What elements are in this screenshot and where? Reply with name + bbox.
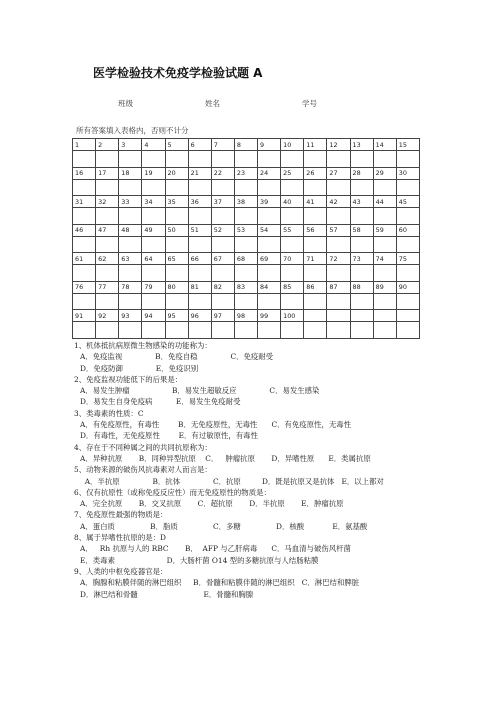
number-cell: 75 [396,253,419,265]
answer-cell[interactable] [258,208,281,225]
number-cell: 35 [165,196,188,208]
answer-cell[interactable] [73,265,96,282]
answer-cell[interactable] [234,151,257,168]
number-cell: 28 [350,167,373,179]
number-cell [327,310,350,322]
answer-cell[interactable] [350,265,373,282]
number-cell: 94 [142,310,165,322]
number-cell: 8 [234,139,257,151]
number-cell: 90 [396,281,419,293]
number-cell: 64 [142,253,165,265]
number-cell: 87 [327,281,350,293]
answer-cell[interactable] [396,179,419,196]
answer-cell[interactable] [188,179,211,196]
answer-cell[interactable] [142,179,165,196]
class-label: 班级 [118,99,133,108]
answer-cell[interactable] [142,236,165,253]
number-cell: 14 [373,139,396,151]
number-cell: 44 [373,196,396,208]
answer-cell[interactable] [96,151,119,168]
answer-cell[interactable] [73,151,96,168]
answer-cell[interactable] [119,322,142,339]
number-cell [373,310,396,322]
answer-cell[interactable] [304,265,327,282]
answer-cell[interactable] [350,293,373,310]
number-cell: 63 [119,253,142,265]
answer-options: A．有免疫原性，有毒性 B．无免疫原性，无毒性 C．有免疫原性，无毒性 [80,420,352,430]
answer-row [73,151,420,168]
number-cell: 77 [96,281,119,293]
number-cell: 88 [350,281,373,293]
answer-cell[interactable] [73,236,96,253]
answer-cell[interactable] [73,208,96,225]
answer-options: A． Rh 抗原与人的 RBC B． AFP 与乙肝病毒 C．马血清与破伤风杆菌 [80,544,351,554]
number-cell: 16 [73,167,96,179]
number-cell: 33 [119,196,142,208]
number-cell: 73 [350,253,373,265]
answer-cell[interactable] [373,208,396,225]
number-cell: 11 [304,139,327,151]
number-cell: 50 [165,224,188,236]
number-cell: 26 [304,167,327,179]
answer-row [73,208,420,225]
number-cell: 34 [142,196,165,208]
question-stem: 5、动物来源的破伤风抗毒素对人而言是： [74,465,212,475]
number-row [73,253,420,265]
question-list [74,340,494,600]
answer-cell[interactable] [258,322,281,339]
answer-options: D．淋巴结和骨髓 E．骨髓和胸腺 [80,589,254,599]
answer-cell[interactable] [234,322,257,339]
number-cell: 45 [396,196,419,208]
answer-cell[interactable] [96,322,119,339]
number-cell: 25 [281,167,304,179]
answer-cell[interactable] [327,265,350,282]
answer-cell[interactable] [327,293,350,310]
number-cell: 65 [165,253,188,265]
answer-cell[interactable] [211,208,234,225]
number-cell: 52 [211,224,234,236]
answer-options: A．胸腺和粘膜伴随的淋巴组织 B．骨髓和粘膜伴随的淋巴组织 C．淋巴结和脾脏 [80,578,360,588]
number-cell: 51 [188,224,211,236]
number-cell: 57 [327,224,350,236]
answer-cell[interactable] [165,293,188,310]
number-cell: 7 [211,139,234,151]
number-cell: 86 [304,281,327,293]
answer-cell[interactable] [373,179,396,196]
number-cell: 23 [234,167,257,179]
number-cell: 37 [211,196,234,208]
number-cell: 9 [258,139,281,151]
answer-cell[interactable] [119,179,142,196]
question-stem: 3、类毒素的性质：C [74,408,144,418]
answer-cell[interactable] [188,265,211,282]
answer-cell[interactable] [327,179,350,196]
number-row [73,224,420,236]
number-cell: 3 [119,139,142,151]
number-cell: 15 [396,139,419,151]
number-cell: 60 [396,224,419,236]
number-cell: 22 [211,167,234,179]
answer-cell[interactable] [73,179,96,196]
number-cell: 91 [73,310,96,322]
number-cell: 41 [304,196,327,208]
answer-cell[interactable] [211,265,234,282]
number-cell: 58 [350,224,373,236]
answer-cell[interactable] [234,265,257,282]
answer-options: D．免疫防御 E．免疫识别 [80,363,199,373]
answer-options: E．类毒素 D．大肠杆菌 O14 型的多糖抗原与人结肠粘膜 [80,555,319,565]
answer-cell[interactable] [396,236,419,253]
number-cell: 71 [304,253,327,265]
question-stem: 9、人类的中枢免疫器官是： [74,566,168,576]
answer-cell[interactable] [258,236,281,253]
answer-cell[interactable] [165,236,188,253]
answer-cell[interactable] [119,208,142,225]
answer-cell[interactable] [211,322,234,339]
number-cell: 29 [373,167,396,179]
number-cell: 30 [396,167,419,179]
question-stem: 7、免疫原性最强的物质是： [74,510,168,520]
number-cell: 100 [281,310,304,322]
answer-cell[interactable] [396,208,419,225]
answer-cell[interactable] [96,179,119,196]
answer-cell[interactable] [281,322,304,339]
answer-cell[interactable] [142,265,165,282]
answer-cell[interactable] [396,151,419,168]
number-cell: 24 [258,167,281,179]
answer-cell[interactable] [327,236,350,253]
number-cell: 54 [258,224,281,236]
number-cell: 39 [258,196,281,208]
answer-cell[interactable] [142,151,165,168]
number-row [73,196,420,208]
number-row [73,310,420,322]
number-cell: 70 [281,253,304,265]
answer-cell[interactable] [211,179,234,196]
answer-cell[interactable] [234,179,257,196]
number-cell: 72 [327,253,350,265]
number-cell: 20 [165,167,188,179]
answer-row [73,236,420,253]
number-cell: 56 [304,224,327,236]
number-cell: 83 [234,281,257,293]
number-cell: 2 [96,139,119,151]
number-cell: 95 [165,310,188,322]
answer-cell[interactable] [304,179,327,196]
number-cell: 74 [373,253,396,265]
answer-cell[interactable] [304,236,327,253]
answer-cell[interactable] [258,151,281,168]
answer-row [73,322,420,339]
number-cell: 19 [142,167,165,179]
number-cell: 84 [258,281,281,293]
answer-cell[interactable] [258,293,281,310]
answer-cell[interactable] [234,208,257,225]
question-stem: 4、存在于不同种属之间的共同抗原称为： [74,442,212,452]
answer-row [73,265,420,282]
answer-cell[interactable] [396,322,419,339]
number-cell: 42 [327,196,350,208]
number-cell: 85 [281,281,304,293]
student-id-label: 学号 [302,99,317,108]
answer-cell[interactable] [165,322,188,339]
number-cell: 21 [188,167,211,179]
instruction-note: 所有答案填入表格内，否则不计分 [76,126,189,135]
number-cell: 27 [327,167,350,179]
answer-cell[interactable] [304,151,327,168]
number-cell: 96 [188,310,211,322]
answer-cell[interactable] [165,151,188,168]
number-cell: 46 [73,224,96,236]
answer-cell[interactable] [281,151,304,168]
number-cell [350,310,373,322]
answer-cell[interactable] [396,265,419,282]
answer-cell[interactable] [211,151,234,168]
number-cell: 13 [350,139,373,151]
answer-cell[interactable] [96,208,119,225]
number-row [73,139,420,151]
page-title: 医学检验技术免疫学检验试题 A [93,66,263,80]
answer-cell[interactable] [73,293,96,310]
answer-cell[interactable] [258,265,281,282]
answer-cell[interactable] [142,208,165,225]
number-cell: 99 [258,310,281,322]
number-cell: 79 [142,281,165,293]
answer-cell[interactable] [373,293,396,310]
answer-options: A．完全抗原 B．交叉抗原 C．超抗原 D．半抗原 E．肿瘤抗原 [80,499,344,509]
number-cell: 61 [73,253,96,265]
answer-options: A．半抗原 B．抗体 C．抗原 D．既是抗原又是抗体 E．以上都对 [80,476,384,486]
number-cell: 59 [373,224,396,236]
number-cell: 6 [188,139,211,151]
number-cell: 78 [119,281,142,293]
question-stem: 8、属于异嗜性抗原的是：D [74,533,166,543]
answer-cell[interactable] [281,293,304,310]
answer-cell[interactable] [96,265,119,282]
answer-table [72,138,420,339]
number-cell: 98 [234,310,257,322]
number-cell: 55 [281,224,304,236]
number-cell: 47 [96,224,119,236]
number-cell: 67 [211,253,234,265]
number-cell: 48 [119,224,142,236]
answer-cell[interactable] [350,208,373,225]
answer-cell[interactable] [304,208,327,225]
answer-cell[interactable] [350,236,373,253]
answer-cell[interactable] [188,293,211,310]
number-cell [396,310,419,322]
answer-cell[interactable] [373,236,396,253]
answer-cell[interactable] [327,208,350,225]
answer-cell[interactable] [165,179,188,196]
answer-cell[interactable] [396,293,419,310]
number-cell: 31 [73,196,96,208]
number-cell: 10 [281,139,304,151]
number-cell: 17 [96,167,119,179]
answer-cell[interactable] [373,322,396,339]
answer-cell[interactable] [350,151,373,168]
answer-cell[interactable] [211,293,234,310]
answer-cell[interactable] [142,322,165,339]
answer-cell[interactable] [350,179,373,196]
number-cell: 76 [73,281,96,293]
answer-cell[interactable] [119,293,142,310]
answer-cell[interactable] [96,236,119,253]
answer-options: A．蛋白质 B．脂质 C．多糖 D．核酸 E．氨基酸 [80,521,368,531]
answer-cell[interactable] [188,236,211,253]
number-cell: 62 [96,253,119,265]
number-cell: 36 [188,196,211,208]
answer-cell[interactable] [281,208,304,225]
answer-cell[interactable] [188,151,211,168]
answer-cell[interactable] [96,293,119,310]
question-stem: 1、机体抵抗病原微生物感染的功能称为： [74,341,212,350]
answer-cell[interactable] [119,236,142,253]
number-row [73,281,420,293]
answer-cell[interactable] [304,293,327,310]
answer-cell[interactable] [373,151,396,168]
number-cell: 69 [258,253,281,265]
number-cell: 49 [142,224,165,236]
answer-row [73,293,420,310]
answer-options: D．易发生自身免疫病 E．易发生免疫耐受 [80,397,241,407]
answer-cell[interactable] [73,322,96,339]
number-cell: 97 [211,310,234,322]
number-cell: 5 [165,139,188,151]
number-cell: 82 [211,281,234,293]
answer-cell[interactable] [327,322,350,339]
answer-row [73,179,420,196]
number-cell: 81 [188,281,211,293]
answer-cell[interactable] [119,151,142,168]
answer-cell[interactable] [234,293,257,310]
number-cell: 43 [350,196,373,208]
answer-cell[interactable] [281,179,304,196]
answer-cell[interactable] [304,322,327,339]
answer-cell[interactable] [327,151,350,168]
answer-cell[interactable] [165,265,188,282]
number-cell: 32 [96,196,119,208]
answer-cell[interactable] [211,236,234,253]
number-cell: 12 [327,139,350,151]
answer-cell[interactable] [142,293,165,310]
question-stem: 2、免疫监视功能低下的后果是： [74,374,183,384]
answer-cell[interactable] [119,265,142,282]
number-cell: 66 [188,253,211,265]
number-cell: 40 [281,196,304,208]
number-cell: 53 [234,224,257,236]
answer-cell[interactable] [234,236,257,253]
answer-cell[interactable] [350,322,373,339]
number-cell: 68 [234,253,257,265]
answer-options: A．异种抗原 B．同种异型抗原 C． 肿瘤抗原 D．异嗜性原 E．类属抗原 [80,453,371,463]
answer-cell[interactable] [188,322,211,339]
number-cell: 93 [119,310,142,322]
answer-options: A．免疫监视 B．免疫自稳 C．免疫耐受 [80,352,274,362]
number-cell: 89 [373,281,396,293]
number-cell: 92 [96,310,119,322]
number-cell: 4 [142,139,165,151]
number-cell: 1 [73,139,96,151]
answer-options: D．有毒性，无免疫原性 E．有过敏原性，有毒性 [80,431,258,441]
answer-cell[interactable] [281,236,304,253]
name-label: 姓名 [205,99,220,108]
number-row [73,167,420,179]
answer-options: A．易发生肿瘤 B．易发生超敏反应 C．易发生感染 [80,386,320,396]
answer-cell[interactable] [258,179,281,196]
question-stem: 6、仅有抗原性（或称免疫反应性）而无免疫原性的物质是： [74,487,271,497]
answer-cell[interactable] [188,208,211,225]
number-cell: 80 [165,281,188,293]
answer-cell[interactable] [281,265,304,282]
answer-cell[interactable] [373,265,396,282]
number-cell [304,310,327,322]
number-cell: 18 [119,167,142,179]
answer-cell[interactable] [165,208,188,225]
number-cell: 38 [234,196,257,208]
